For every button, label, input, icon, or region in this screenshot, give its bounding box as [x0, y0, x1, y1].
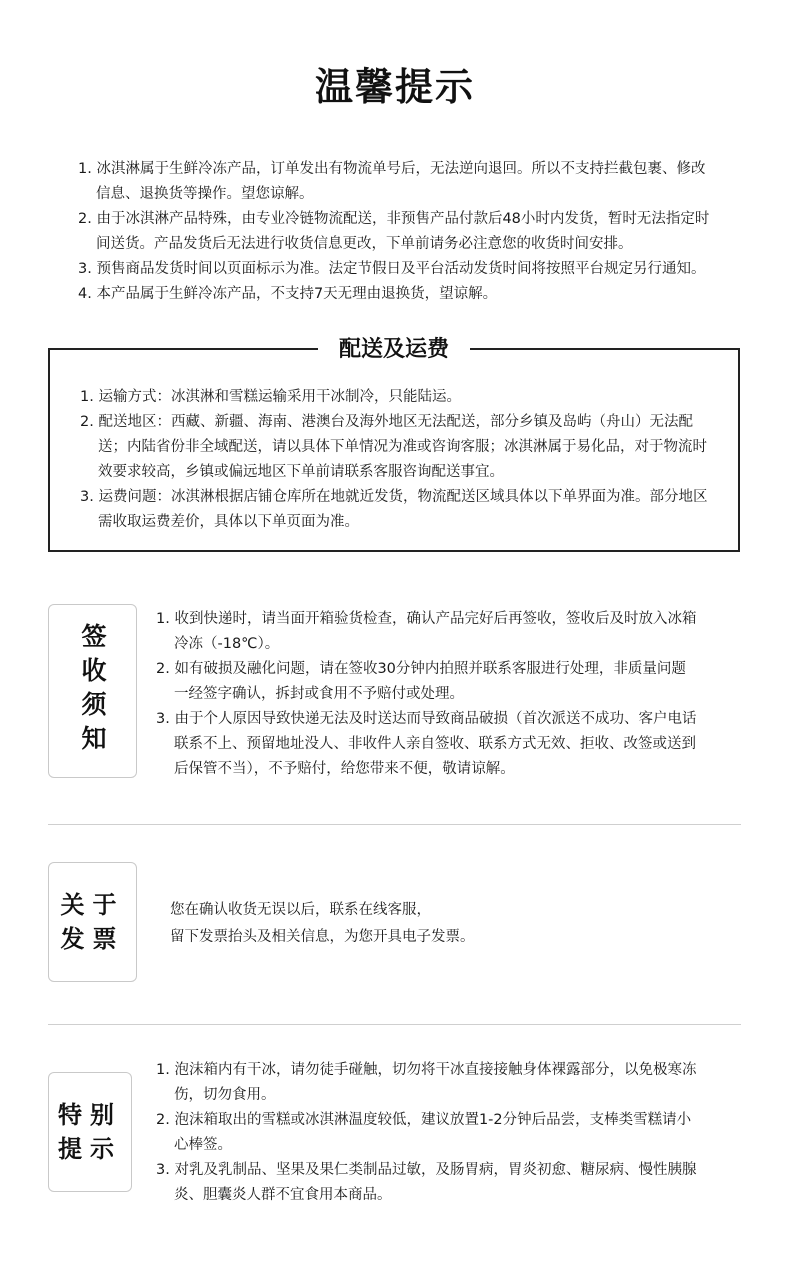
divider [48, 824, 741, 825]
shipping-item: 1. 运输方式：冰淇淋和雪糕运输采用干冰制冷，只能陆运。 [80, 389, 461, 405]
special-item: 2. 泡沫箱取出的雪糕或冰淇淋温度较低，建议放置1-2分钟后品尝，支棒类雪糕请小心棒签。 [156, 1112, 692, 1153]
tip-item: 3. 预售商品发货时间以页面标示为准。法定节假日及平台活动发货时间将按照平台规定另行通知。 [78, 261, 706, 277]
tip-item: 2. 由于冰淇淋产品特殊，由专业冷链物流配送，非预售产品付款后48小时内发货，暂时无法指定时间送货。产品发货后无法进行收货信息更改，下单前请务必注意您的收货时间安排。 [78, 211, 710, 252]
invoice-label-line: 关于 [60, 891, 125, 919]
tip-item: 4. 本产品属于生鲜冷冻产品，不支持7天无理由退换货，望谅解。 [78, 286, 498, 302]
special-item: 3. 对乳及乳制品、坚果及果仁类制品过敏，及肠胃病，胃炎初愈、糖尿病、慢性胰腺炎、胆囊炎人群不宜食用本商品。 [156, 1162, 697, 1203]
shipping-section [48, 337, 740, 552]
page-title: 温馨提示 [314, 65, 475, 109]
receiving-label: 签收须知 [78, 623, 107, 759]
receiving-list [156, 607, 698, 782]
special-label-line: 提示 [58, 1135, 122, 1163]
special-label-box [48, 1072, 132, 1192]
shipping-item: 3. 运费问题：冰淇淋根据店铺仓库所在地就近发货，物流配送区域具体以下单界面为准。部分地区需收取运费差价，具体以下单页面为准。 [80, 489, 708, 530]
shipping-title: 配送及运费 [338, 337, 449, 362]
invoice-label [61, 888, 125, 956]
tips-list [78, 157, 718, 307]
invoice-line: 您在确认收货无误以后，联系在线客服， [170, 902, 431, 918]
invoice-label-line: 发票 [60, 925, 125, 953]
invoice-label-box [48, 862, 137, 982]
shipping-list [80, 385, 712, 535]
invoice-line: 留下发票抬头及相关信息，为您开具电子发票。 [170, 929, 475, 945]
receiving-label-box [48, 604, 137, 778]
shipping-item: 2. 配送地区：西藏、新疆、海南、港澳台及海外地区无法配送，部分乡镇及岛屿（舟山）无法配送；内陆省份非全域配送，请以具体下单情况为准或咨询客服；冰淇淋属于易化品，对于物流时效要求较高，乡镇或偏远地区下单前请联系客服咨询配送事宜。 [80, 414, 707, 480]
receiving-item: 3. 由于个人原因导致快递无法及时送达而导致商品破损（首次派送不成功、客户电话联系不上、预留地址没人、非收件人亲自签收、联系方式无效、拒收、改签或送到后保管不当），不予赔付，给您带来不便，敬请谅解。 [156, 711, 697, 777]
special-item: 1. 泡沫箱内有干冰，请勿徒手碰触，切勿将干冰直接接触身体裸露部分，以免极寒冻伤，切勿食用。 [156, 1062, 697, 1103]
special-label [58, 1098, 122, 1166]
invoice-text [170, 897, 475, 951]
tip-item: 1. 冰淇淋属于生鲜冷冻产品，订单发出有物流单号后，无法逆向退回。所以不支持拦截包裹、修改信息、退换货等操作。望您谅解。 [78, 161, 706, 202]
special-label-line: 特别 [58, 1101, 122, 1129]
receiving-item: 2. 如有破损及融化问题，请在签收30分钟内拍照并联系客服进行处理，非质量问题一经签字确认，拆封或食用不予赔付或处理。 [156, 661, 686, 702]
receiving-item: 1. 收到快递时，请当面开箱验货检查，确认产品完好后再签收，签收后及时放入冰箱冷冻（-18℃）。 [156, 611, 697, 652]
divider [48, 1024, 741, 1025]
special-list [156, 1058, 698, 1208]
